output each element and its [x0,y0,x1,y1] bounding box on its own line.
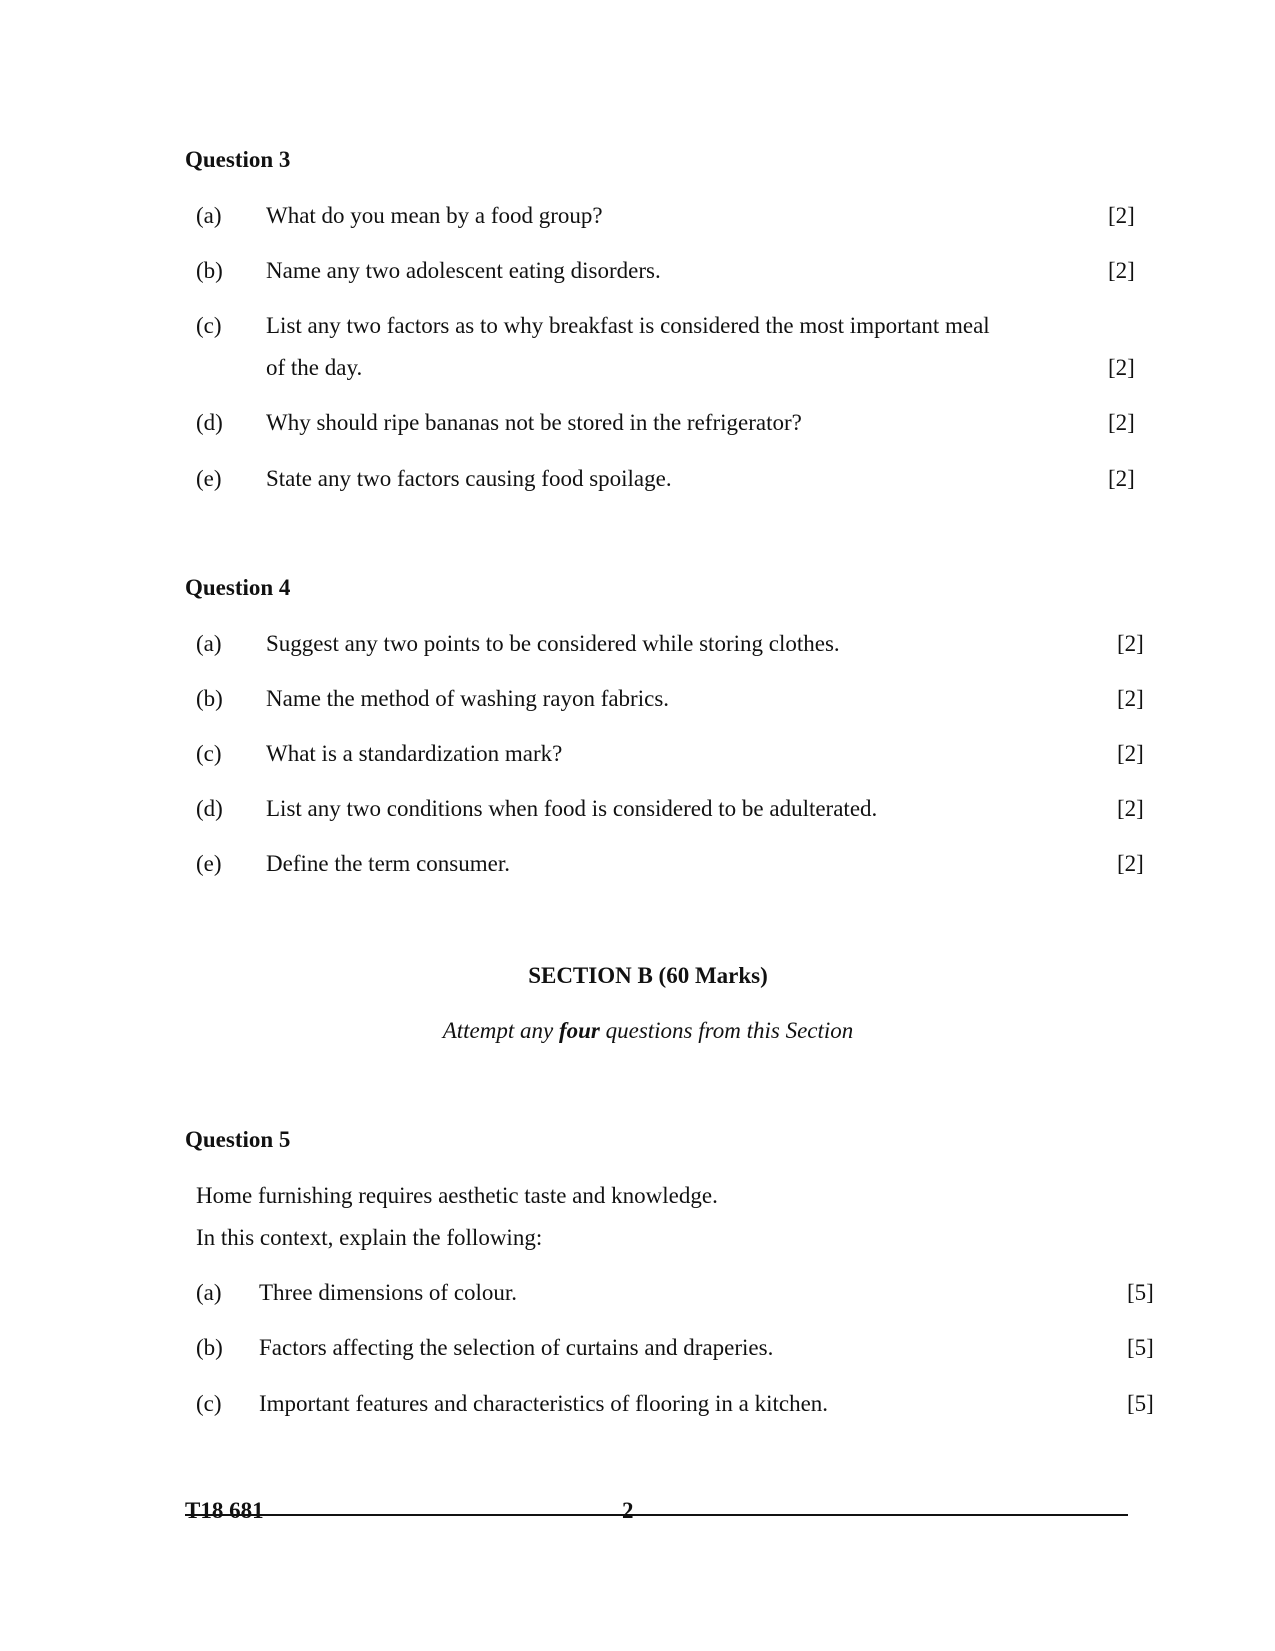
q5-b-text: Factors affecting the selection of curtains and draperies. [259,1335,774,1360]
q4-e-label: (e) [196,851,222,876]
q5-c-mark: [5] [1127,1391,1154,1416]
q5-a-mark: [5] [1127,1280,1154,1305]
instruction-post: questions from this Section [599,1018,854,1043]
q5-c-label: (c) [196,1391,222,1416]
q5-c-text: Important features and characteristics of flooring in a kitchen. [259,1391,829,1416]
page-number: 2 [622,1498,634,1523]
q4-d-text: List any two conditions when food is considered to be adulterated. [266,796,878,821]
q4-a-label: (a) [196,631,222,656]
q4-d-label: (d) [196,796,223,821]
q3-e-mark: [2] [1108,466,1135,491]
instruction-emphasis: four [558,1018,600,1043]
q4-e-mark: [2] [1117,851,1144,876]
q3-c-label: (c) [196,313,222,338]
q5-a-text: Three dimensions of colour. [259,1280,518,1305]
paper-code: T18 681 [185,1498,264,1523]
q3-c-text-line2: of the day. [266,355,363,380]
q4-e-text: Define the term consumer. [266,851,510,876]
q4-c-mark: [2] [1117,741,1144,766]
q5-intro-line2: In this context, explain the following: [196,1225,543,1250]
q5-b-label: (b) [196,1335,223,1360]
section-b-title: SECTION B (60 Marks) [528,963,768,988]
q5-intro-line1: Home furnishing requires aesthetic taste and knowledge. [196,1183,718,1208]
q4-b-mark: [2] [1117,686,1144,711]
q4-b-text: Name the method of washing rayon fabrics. [266,686,670,711]
q3-b-mark: [2] [1108,258,1135,283]
q3-a-label: (a) [196,203,222,228]
q3-b-text: Name any two adolescent eating disorders. [266,258,661,283]
q4-c-text: What is a standardization mark? [266,741,563,766]
q3-e-text: State any two factors causing food spoilage. [266,466,672,491]
q4-b-label: (b) [196,686,223,711]
q4-a-text: Suggest any two points to be considered while storing clothes. [266,631,840,656]
q3-b-label: (b) [196,258,223,283]
question-5-heading: Question 5 [185,1127,291,1152]
question-3-heading: Question 3 [185,147,291,172]
q3-c-text: List any two factors as to why breakfast is considered the most important meal [266,313,990,338]
instruction-pre: Attempt any [442,1018,559,1043]
q3-d-label: (d) [196,410,223,435]
q3-c-mark: [2] [1108,355,1135,380]
q4-d-mark: [2] [1117,796,1144,821]
q5-a-label: (a) [196,1280,222,1305]
q3-d-mark: [2] [1108,410,1135,435]
q3-a-text: What do you mean by a food group? [266,203,603,228]
section-b-instruction [0,1018,1275,1044]
q4-c-label: (c) [196,741,222,766]
question-4-heading: Question 4 [185,575,291,600]
q4-a-mark: [2] [1117,631,1144,656]
q5-b-mark: [5] [1127,1335,1154,1360]
q3-e-label: (e) [196,466,222,491]
footer-divider [185,1514,1128,1516]
q3-d-text: Why should ripe bananas not be stored in the refrigerator? [266,410,802,435]
q3-a-mark: [2] [1108,203,1135,228]
